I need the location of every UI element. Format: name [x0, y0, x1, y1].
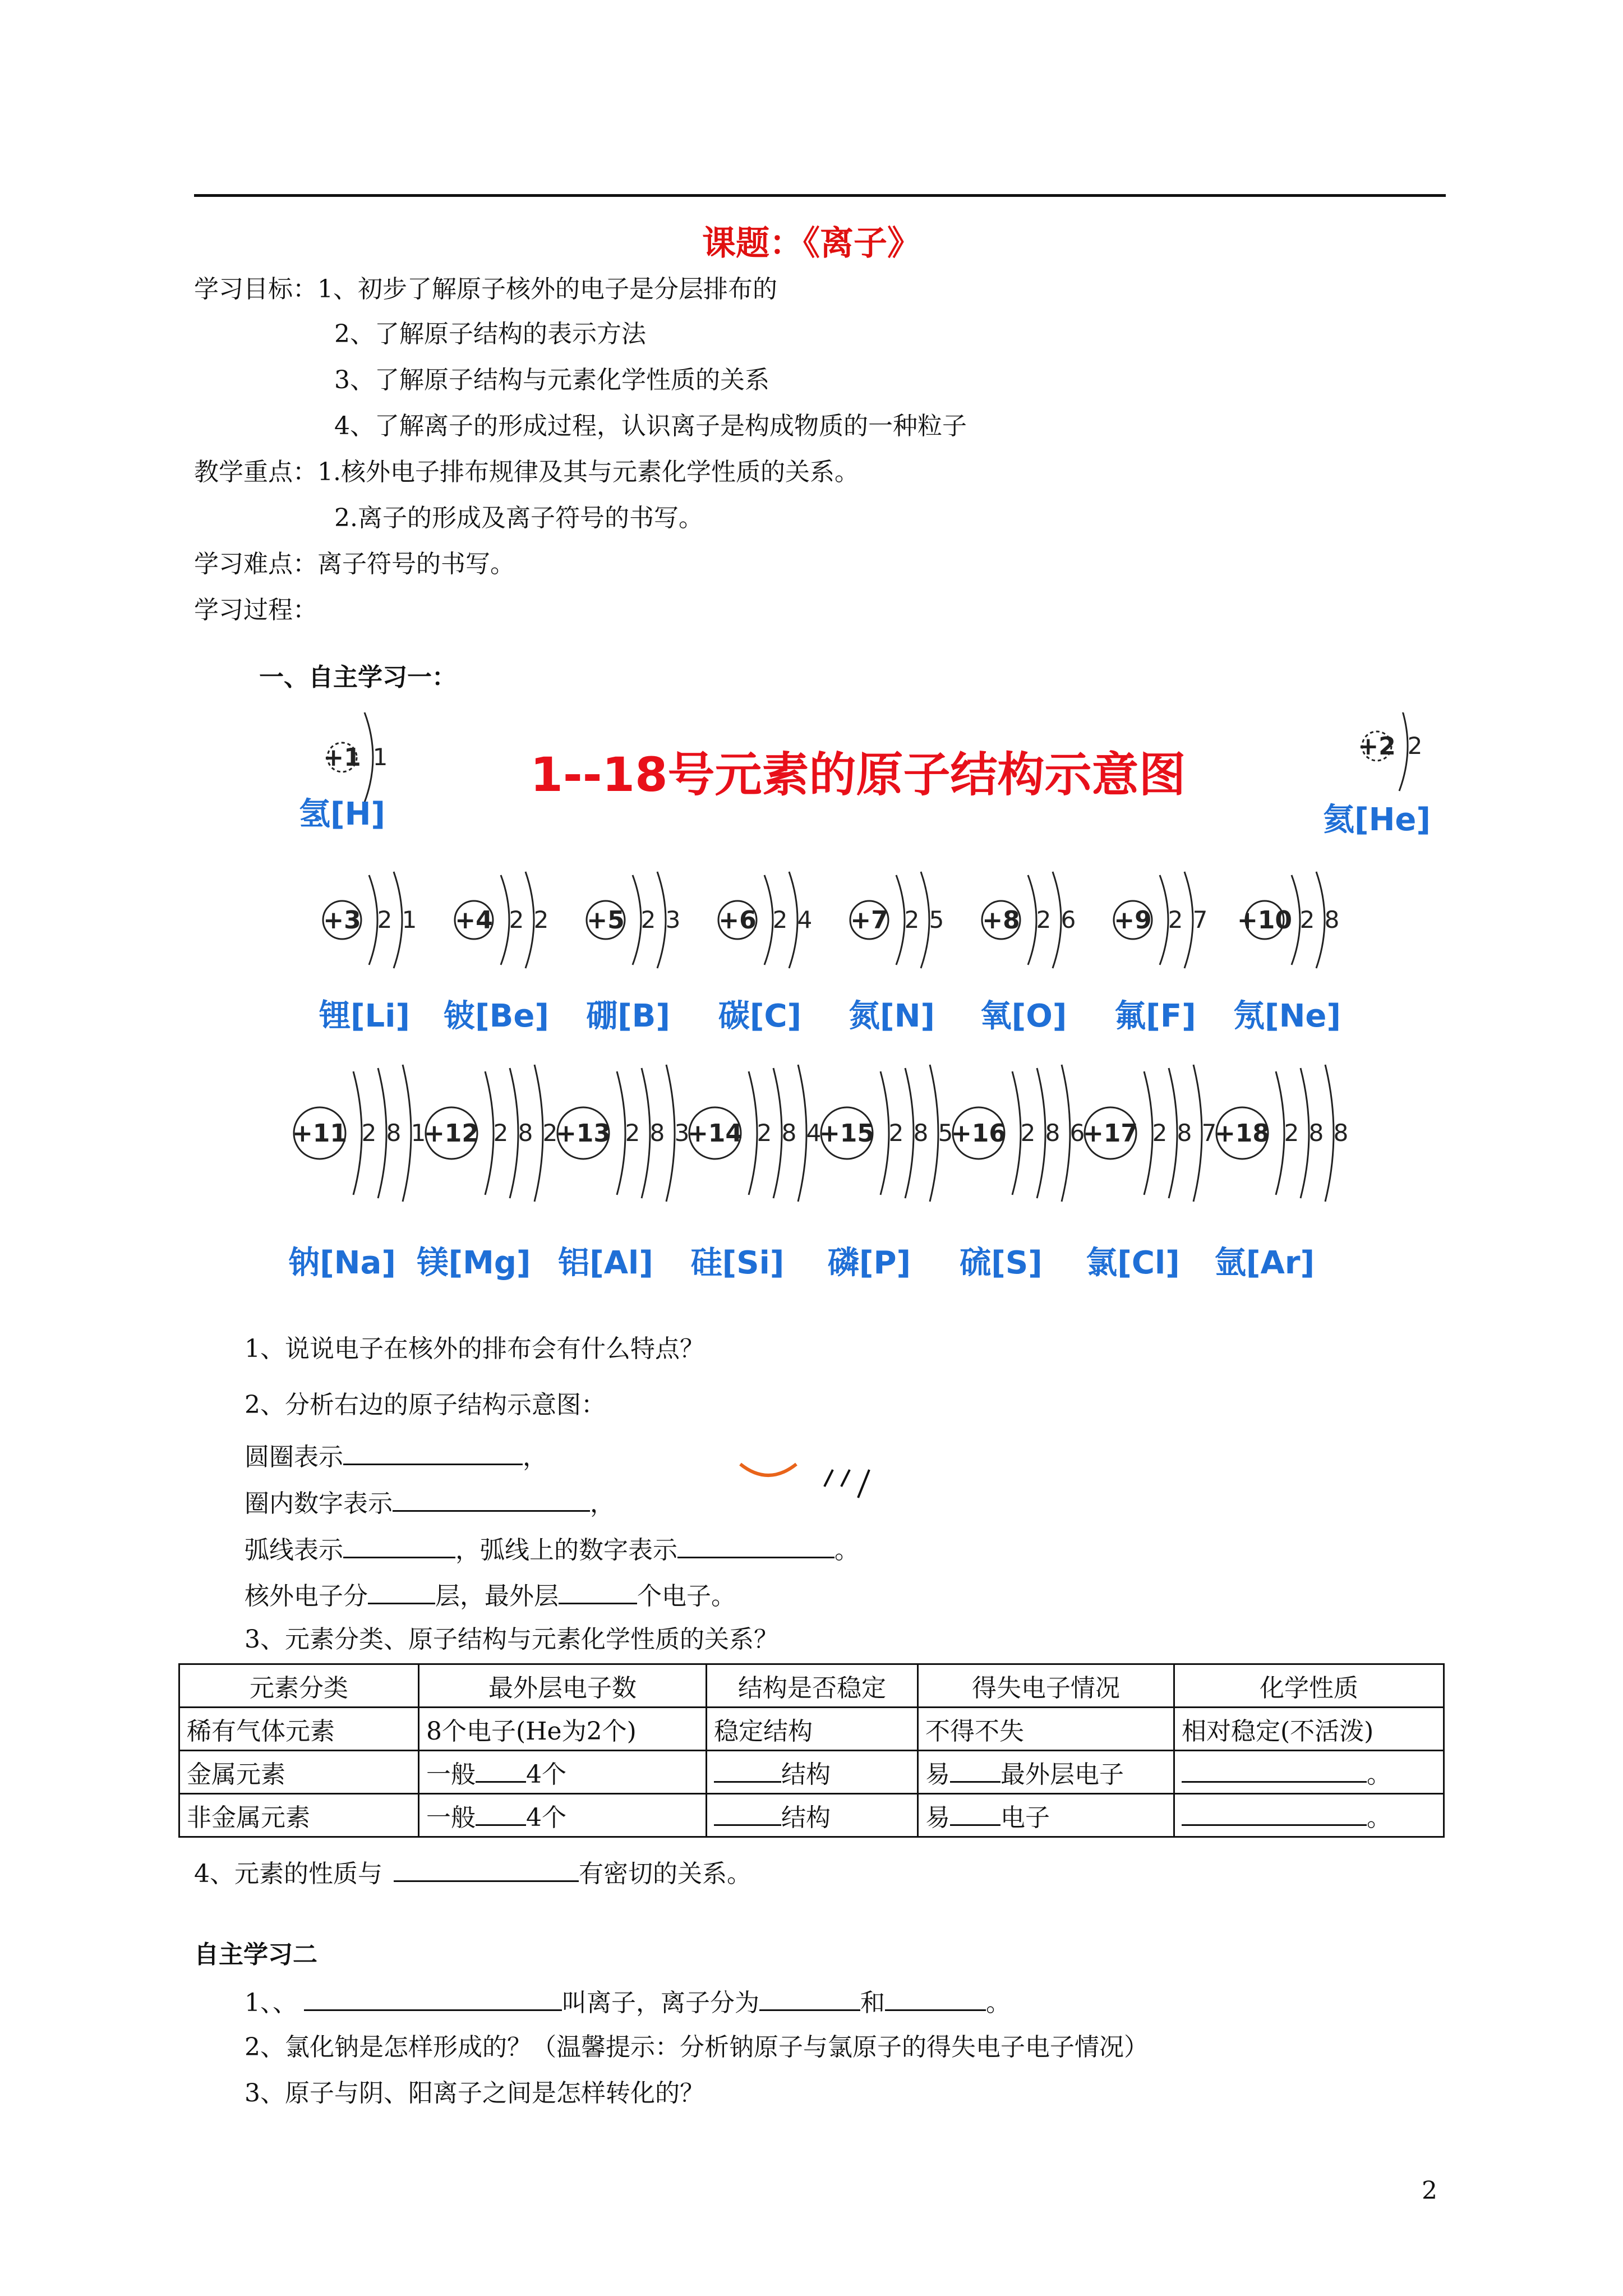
shell-electron-count: 8 [1308, 1119, 1324, 1147]
table-cell: 稳定结构 [707, 1708, 918, 1751]
electron-shell-arc [798, 1065, 806, 1202]
table-cell [419, 1751, 707, 1794]
electron-shell-arc [403, 1065, 411, 1202]
nucleus-charge: +12 [423, 1119, 479, 1148]
element-label: 氩[Ar] [1214, 1245, 1315, 1281]
nucleus-charge: +14 [687, 1119, 743, 1148]
nucleus-charge: +7 [850, 906, 888, 935]
section2-question-1 [245, 1985, 1011, 2020]
shell-electron-count: 4 [797, 906, 813, 933]
element-label: 铍[Be] [444, 998, 549, 1034]
answer-blank[interactable] [1182, 1759, 1367, 1783]
atom-diagram [1114, 872, 1207, 1034]
atom-diagram [849, 872, 944, 1034]
objectives-label: 学习目标： [194, 275, 317, 303]
table-cell [1174, 1794, 1444, 1837]
shell-electron-count: 8 [518, 1119, 533, 1147]
cell-text: 4个 [526, 1760, 566, 1789]
difficulty-text: 离子符号的书写。 [317, 550, 515, 578]
table-header-row [179, 1664, 1444, 1708]
question-1: 1、说说电子在核外的排布会有什么特点？ [245, 1335, 704, 1363]
answer-blank[interactable] [677, 1532, 834, 1558]
element-label: 硼[B] [586, 998, 670, 1034]
s2q1-c: 和 [860, 1989, 885, 2017]
q2-shell-a: 核外电子分 [245, 1582, 368, 1611]
answer-blank[interactable] [950, 1759, 1000, 1783]
nucleus-charge: +13 [555, 1119, 611, 1148]
shell-electron-count: 2 [542, 1119, 558, 1147]
shell-electron-count: 2 [377, 906, 393, 933]
electron-shell-arc [1316, 872, 1325, 968]
table-cell [918, 1751, 1174, 1794]
shell-electron-count: 2 [1284, 1119, 1299, 1147]
shell-electron-count: 2 [509, 906, 524, 933]
atom-diagram [1083, 1065, 1216, 1281]
table-header-cell: 结构是否稳定 [707, 1664, 918, 1708]
shell-electron-count: 2 [1168, 906, 1183, 933]
table-cell [1174, 1751, 1444, 1794]
electron-shell-arc [633, 875, 641, 965]
objective-item: 1、初步了解原子核外的电子是分层排布的 [317, 275, 777, 303]
shell-electron-count: 1 [411, 1119, 426, 1147]
q4-text-b: 有密切的关系。 [579, 1860, 751, 1888]
cell-text: 。 [1367, 1803, 1391, 1832]
shell-electron-count: 2 [1152, 1119, 1168, 1147]
table-header-cell: 化学性质 [1174, 1664, 1444, 1708]
shell-electron-count: 2 [757, 1119, 772, 1147]
element-label: 锂[Li] [319, 998, 411, 1034]
electron-shell-arc [1012, 1071, 1021, 1195]
electron-shell-arc [1053, 872, 1061, 968]
shell-electron-count: 8 [1177, 1119, 1192, 1147]
electron-shell-arc [642, 1068, 650, 1198]
key-point-item: 1.核外电子排布规律及其与元素化学性质的关系。 [317, 458, 859, 486]
electron-shell-arc [1325, 1065, 1334, 1202]
shell-electron-count: 8 [913, 1119, 929, 1147]
shell-electron-count: 4 [806, 1119, 822, 1147]
table-header-cell: 元素分类 [179, 1664, 419, 1708]
s2q1-b: 叫离子，离子分为 [562, 1989, 759, 2017]
electron-shell-arc [1028, 875, 1036, 965]
question-3: 3、元素分类、原子结构与元素化学性质的关系？ [245, 1625, 778, 1654]
section2-heading: 自主学习二 [194, 1940, 317, 1969]
atom-diagram [951, 1065, 1085, 1281]
table-row [179, 1751, 1444, 1794]
shell-electron-count: 3 [665, 906, 681, 933]
answer-blank[interactable] [343, 1439, 523, 1465]
table-cell: 8个电子(He为2个) [419, 1708, 707, 1751]
shell-electron-count: 8 [649, 1119, 665, 1147]
atom-diagram [319, 872, 417, 1034]
electron-shell-arc [1399, 712, 1408, 791]
small-atom-diagram [729, 1453, 909, 1520]
element-label: 碳[C] [718, 998, 802, 1034]
element-label: 氧[O] [980, 998, 1067, 1034]
table-row [179, 1794, 1444, 1837]
electron-shell-arc [657, 872, 666, 968]
question-2: 2、分析右边的原子结构示意图： [245, 1391, 606, 1419]
q2-arc-label: 弧线表示 [245, 1536, 343, 1565]
q4-text-a: 4、元素的性质与 [194, 1860, 382, 1888]
electron-shell-arc [1276, 1071, 1284, 1195]
difficulty-line [194, 547, 515, 581]
answer-blank[interactable] [476, 1802, 526, 1826]
element-label: 氦[He] [1322, 802, 1431, 838]
shell-electron-count: 2 [1407, 732, 1423, 760]
answer-blank[interactable] [1182, 1802, 1367, 1826]
table-row [179, 1708, 1444, 1751]
answer-blank[interactable] [368, 1578, 435, 1604]
shell-electron-count: 2 [772, 906, 788, 933]
cell-text: 。 [1367, 1760, 1391, 1789]
electron-shell-arc [534, 1065, 543, 1202]
cell-text: 一般 [426, 1803, 476, 1832]
atom-diagram [586, 872, 680, 1034]
q2-shell-c: 个电子。 [637, 1582, 736, 1611]
cell-text: 结构 [781, 1760, 831, 1789]
process-label: 学习过程： [194, 596, 317, 624]
electron-shell-arc [789, 872, 797, 968]
element-label: 钠[Na] [288, 1245, 396, 1281]
electron-shell-arc [1301, 1068, 1309, 1198]
electron-shell-arc [394, 872, 402, 968]
electron-shell-arc [525, 872, 534, 968]
q2-shell-b: 层，最外层 [435, 1582, 559, 1611]
electron-shell-arc [764, 875, 773, 965]
q2-circle-end: ， [523, 1443, 547, 1471]
element-label: 硫[S] [960, 1245, 1043, 1281]
cell-text: 电子 [1000, 1803, 1050, 1832]
shell-electron-count: 2 [493, 1119, 509, 1147]
shell-electron-count: 1 [372, 743, 388, 771]
answer-blank[interactable] [343, 1532, 455, 1558]
element-label: 铝[Al] [558, 1245, 653, 1281]
nucleus-charge: +10 [1237, 906, 1293, 935]
shell-electron-count: 8 [1333, 1119, 1349, 1147]
atom-diagram [718, 872, 813, 1034]
electron-shell-arc [353, 1071, 362, 1195]
nucleus-charge: +15 [819, 1119, 875, 1148]
page-title: 课题：《离子》 [702, 224, 921, 263]
shell-electron-count: 8 [1045, 1119, 1061, 1147]
answer-blank[interactable] [393, 1485, 590, 1512]
nucleus-arc [740, 1464, 796, 1475]
nucleus-charge: +6 [718, 906, 757, 935]
atom-diagram [417, 1065, 558, 1281]
nucleus-charge: +1 [323, 743, 361, 772]
shell-electron-count: 8 [386, 1119, 402, 1147]
shell-electron-count: 7 [1201, 1119, 1217, 1147]
electron-shell-arc [501, 875, 509, 965]
atom-diagram [288, 1065, 426, 1281]
electron-shell-arc [773, 1068, 782, 1198]
shell-arc [841, 1470, 850, 1487]
key-points-label: 教学重点： [194, 458, 317, 486]
cell-text: 易 [925, 1760, 950, 1789]
q2-inner-end: ， [590, 1489, 615, 1518]
atom-diagram [1323, 712, 1431, 838]
electron-shell-arc [378, 1068, 386, 1198]
shell-electron-count: 7 [1192, 906, 1208, 933]
table-header-cell: 最外层电子数 [419, 1664, 707, 1708]
electron-shell-arc [1169, 1068, 1177, 1198]
electron-shell-arc [510, 1068, 518, 1198]
answer-blank[interactable] [759, 1985, 860, 2011]
element-label: 磷[P] [827, 1245, 911, 1281]
shell-electron-count: 2 [1036, 906, 1052, 933]
q2-shell-line [245, 1578, 736, 1613]
header-rule [194, 194, 1446, 197]
shell-electron-count: 2 [625, 1119, 640, 1147]
element-label: 氖[Ne] [1233, 998, 1341, 1034]
shell-electron-count: 6 [1061, 906, 1076, 933]
table-cell [918, 1794, 1174, 1837]
objective-item: 3、了解原子结构与元素化学性质的关系 [334, 366, 769, 394]
nucleus-charge: +5 [587, 906, 625, 935]
electron-shell-arc [369, 875, 377, 965]
nucleus-charge: +4 [455, 906, 493, 935]
nucleus-charge: +18 [1214, 1119, 1270, 1148]
shell-electron-count: 5 [929, 906, 944, 933]
shell-electron-count: 2 [1299, 906, 1315, 933]
atom-diagram [980, 872, 1076, 1034]
shell-electron-count: 2 [888, 1119, 904, 1147]
electron-shell-arc [1062, 1065, 1070, 1202]
element-label: 氮[N] [848, 998, 935, 1034]
shell-electron-count: 8 [781, 1119, 797, 1147]
atomic-structure-figure [280, 712, 1469, 1290]
shell-electron-count: 3 [674, 1119, 690, 1147]
question-4 [194, 1856, 751, 1891]
answer-blank[interactable] [885, 1985, 986, 2011]
table-cell [707, 1751, 918, 1794]
atom-diagram [444, 872, 549, 1034]
objective-item: 4、了解离子的形成过程，认识离子是构成物质的一种粒子 [334, 412, 967, 440]
q2-arc-line [245, 1532, 859, 1567]
electron-shell-arc [880, 1071, 889, 1195]
cell-text: 易 [925, 1803, 950, 1832]
element-label: 镁[Mg] [417, 1245, 531, 1281]
shell-electron-count: 2 [533, 906, 549, 933]
table-cell [707, 1794, 918, 1837]
answer-blank[interactable] [304, 1985, 562, 2011]
table-cell [419, 1794, 707, 1837]
key-point-item: 2.离子的形成及离子符号的书写。 [334, 504, 703, 532]
answer-blank[interactable] [950, 1802, 1000, 1826]
atom-diagram [556, 1065, 689, 1281]
figure-title: 1--18号元素的原子结构示意图 [530, 747, 1186, 802]
electron-shell-arc [365, 712, 373, 802]
table-cell: 不得不失 [918, 1708, 1174, 1751]
shell-arc [858, 1470, 869, 1498]
s2q1-d: 。 [986, 1989, 1011, 2017]
element-classification-table [178, 1663, 1445, 1838]
cell-text: 最外层电子 [1000, 1760, 1124, 1789]
q2-arc-mid: ，弧线上的数字表示 [455, 1536, 677, 1565]
shell-electron-count: 8 [1324, 906, 1340, 933]
section2-question-2: 2、氯化钠是怎样形成的？（温馨提示：分析钠原子与氯原子的得失电子电子情况） [245, 2033, 1149, 2062]
difficulty-label: 学习难点： [194, 550, 317, 578]
shell-electron-count: 2 [361, 1119, 377, 1147]
electron-shell-arc [1184, 872, 1193, 968]
shell-arc [824, 1470, 833, 1487]
q2-arc-end: 。 [834, 1536, 859, 1565]
electron-shell-arc [1193, 1065, 1202, 1202]
shell-electron-count: 2 [904, 906, 920, 933]
element-label: 氯[Cl] [1086, 1245, 1180, 1281]
table-cell: 金属元素 [179, 1751, 419, 1794]
shell-electron-count: 2 [640, 906, 656, 933]
table-cell: 非金属元素 [179, 1794, 419, 1837]
page-number: 2 [1422, 2177, 1437, 2205]
objective-item: 2、了解原子结构的表示方法 [334, 320, 646, 348]
q2-inner-line [245, 1485, 615, 1521]
cell-text: 4个 [526, 1803, 566, 1832]
key-points-line-1 [194, 455, 859, 489]
atom-diagram [1233, 872, 1341, 1034]
q2-inner-label: 圈内数字表示 [245, 1489, 393, 1518]
answer-blank[interactable] [714, 1759, 781, 1783]
electron-shell-arc [921, 872, 929, 968]
atom-diagram [688, 1065, 821, 1281]
nucleus-charge: +11 [292, 1119, 348, 1148]
table-cell: 相对稳定(不活泼) [1174, 1708, 1444, 1751]
electron-shell-arc [666, 1065, 675, 1202]
cell-text: 一般 [426, 1760, 476, 1789]
electron-shell-arc [1292, 875, 1300, 965]
answer-blank[interactable] [394, 1856, 579, 1882]
atom-diagram [299, 712, 388, 832]
answer-blank[interactable] [559, 1578, 637, 1604]
electron-shell-arc [749, 1071, 757, 1195]
electron-shell-arc [896, 875, 905, 965]
atom-diagram [1215, 1065, 1348, 1281]
cell-text: 结构 [781, 1803, 831, 1832]
electron-shell-arc [905, 1068, 914, 1198]
nucleus-charge: +8 [982, 906, 1020, 935]
table-header-cell: 得失电子情况 [918, 1664, 1174, 1708]
atom-diagram [819, 1065, 953, 1281]
table-cell: 稀有气体元素 [179, 1708, 419, 1751]
nucleus-charge: +2 [1358, 732, 1396, 761]
electron-shell-arc [485, 1071, 494, 1195]
section2-question-3: 3、原子与阴、阳离子之间是怎样转化的？ [245, 2079, 704, 2108]
s2q1-a: 1、、 [245, 1989, 297, 2017]
answer-blank[interactable] [476, 1759, 526, 1783]
section1-heading: 一、自主学习一： [259, 663, 457, 692]
nucleus-charge: +9 [1114, 906, 1152, 935]
electron-shell-arc [617, 1071, 625, 1195]
shell-electron-count: 5 [938, 1119, 953, 1147]
objectives-line-1 [194, 273, 777, 306]
answer-blank[interactable] [714, 1802, 781, 1826]
shell-electron-count: 6 [1069, 1119, 1085, 1147]
q2-circle-label: 圆圈表示 [245, 1443, 343, 1471]
q2-circle-line [245, 1439, 547, 1474]
element-label: 硅[Si] [690, 1245, 785, 1281]
electron-shell-arc [1144, 1071, 1152, 1195]
electron-shell-arc [1160, 875, 1168, 965]
element-label: 氟[F] [1114, 998, 1196, 1034]
shell-electron-count: 1 [402, 906, 417, 933]
nucleus-charge: +3 [323, 906, 361, 935]
nucleus-charge: +17 [1082, 1119, 1138, 1148]
electron-shell-arc [1037, 1068, 1045, 1198]
nucleus-charge: +16 [951, 1119, 1007, 1148]
shell-electron-count: 2 [1020, 1119, 1036, 1147]
electron-shell-arc [930, 1065, 938, 1202]
element-label: 氢[H] [298, 796, 386, 832]
